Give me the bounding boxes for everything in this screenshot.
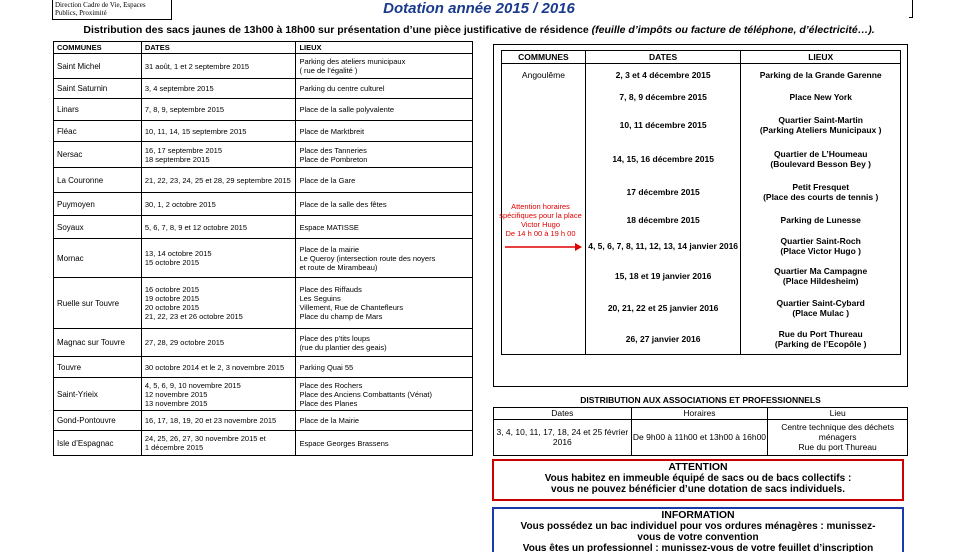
dates-cell: 16 octobre 2015 19 octobre 2015 20 octobre 2015 21, 22, 23 et 26 octobre 2015: [141, 278, 296, 329]
commune-cell: Fléac: [54, 121, 142, 142]
dates-cell: 7, 8, 9 décembre 2015: [585, 86, 741, 108]
table-row: [502, 142, 901, 176]
dates-cell: 4, 5, 6, 7, 8, 11, 12, 13, 14 janvier 2016: [585, 231, 741, 262]
header-box-corner: [909, 0, 913, 18]
col-header-lieux: LIEUX: [741, 51, 901, 64]
dates-cell: 16, 17 septembre 2015 18 septembre 2015: [141, 142, 296, 168]
dates-cell: 5, 6, 7, 8, 9 et 12 octobre 2015: [141, 216, 296, 239]
attention-title: ATTENTION: [668, 461, 728, 473]
dates-cell: 16, 17, 18, 19, 20 et 23 novembre 2015: [141, 411, 296, 431]
dates-cell: 30, 1, 2 octobre 2015: [141, 193, 296, 216]
dates-cell: 30 octobre 2014 et le 2, 3 novembre 2015: [141, 357, 296, 378]
dates-cell: 21, 22, 23, 24, 25 et 28, 29 septembre 2015: [141, 168, 296, 193]
lieux-cell: Rue du Port Thureau (Parking de l’Ecopôle ): [741, 325, 901, 355]
commune-cell: La Couronne: [54, 168, 142, 193]
lieux-cell: Parking de Lunesse: [741, 209, 901, 231]
lieux-cell: Quartier Saint-Cybard (Place Mulac ): [741, 291, 901, 325]
commune-cell: Gond-Pontouvre: [54, 411, 142, 431]
table-row: [54, 193, 473, 216]
table-row: [54, 378, 473, 411]
attention-box: [492, 459, 904, 501]
assoc-dates: 3, 4, 10, 11, 17, 18, 24 et 25 février 2016: [494, 419, 632, 455]
table-row: [54, 168, 473, 193]
table-row: [54, 329, 473, 357]
lieux-cell: Place de Marktbreit: [296, 121, 473, 142]
table-row: [54, 357, 473, 378]
commune-cell: Puymoyen: [54, 193, 142, 216]
dates-cell: 14, 15, 16 décembre 2015: [585, 142, 741, 176]
lieux-cell: Place de la salle polyvalente: [296, 99, 473, 121]
table-row: [54, 121, 473, 142]
table-row: [54, 411, 473, 431]
attention-text: Vous habitez en immeuble équipé de sacs ou de bacs collectifs : vous ne pouvez bénéficier d’une dotation de sacs individuels.: [544, 473, 852, 495]
lieux-cell: Quartier Ma Campagne (Place Hildesheim): [741, 262, 901, 291]
information-title: INFORMATION: [661, 509, 735, 521]
col-header-dates: DATES: [585, 51, 741, 64]
table-row: [502, 86, 901, 108]
dates-cell: 18 décembre 2015: [585, 209, 741, 231]
commune-cell: [502, 325, 586, 355]
table-row: [502, 262, 901, 291]
lieux-cell: Place de la mairie Le Queroy (intersection route des noyers et route de Mirambeau): [296, 239, 473, 278]
dates-cell: 20, 21, 22 et 25 janvier 2016: [585, 291, 741, 325]
table-row: [502, 291, 901, 325]
table-row: [54, 216, 473, 239]
associations-table: [493, 394, 908, 456]
arrow-right-icon: [505, 243, 582, 251]
assoc-header-lieu: Lieu: [768, 407, 908, 419]
lieux-cell: Place de la Gare: [296, 168, 473, 193]
page-subtitle: [0, 24, 958, 36]
lieux-cell: Parking du centre culturel: [296, 79, 473, 99]
victor-hugo-hours-note: Attention horaires spécifiques pour la place Victor Hugo De 14 h 00 à 19 h 00: [499, 202, 582, 238]
lieux-cell: Place des Rochers Place des Anciens Combattants (Vénat) Place des Planes: [296, 378, 473, 411]
communes-schedule-table: [53, 41, 473, 456]
commune-cell: Linars: [54, 99, 142, 121]
dates-cell: 17 décembre 2015: [585, 176, 741, 209]
dates-cell: 15, 18 et 19 janvier 2016: [585, 262, 741, 291]
table-row: [502, 325, 901, 355]
table-row: [502, 64, 901, 86]
lieux-cell: Parking des ateliers municipaux ( rue de l’égalité ): [296, 54, 473, 79]
commune-cell: Soyaux: [54, 216, 142, 239]
commune-cell: Mornac: [54, 239, 142, 278]
table-row: [54, 239, 473, 278]
dates-cell: 10, 11, 14, 15 septembre 2015: [141, 121, 296, 142]
lieux-cell: Place New York: [741, 86, 901, 108]
commune-cell: Touvre: [54, 357, 142, 378]
dates-cell: 4, 5, 6, 9, 10 novembre 2015 12 novembre 2015 13 novembre 2015: [141, 378, 296, 411]
lieux-cell: Place des p’tits loups (rue du plantier des geais): [296, 329, 473, 357]
table-row: [54, 54, 473, 79]
commune-cell: [502, 108, 586, 142]
information-text: Vous possédez un bac individuel pour vos ordures ménagères : munissez- vous de votre convention Vous êtes un professionnel : munissez-vous de votre feuillet d’inscription: [520, 521, 876, 552]
lieux-cell: Espace MATISSE: [296, 216, 473, 239]
lieux-cell: Quartier Saint-Roch (Place Victor Hugo ): [741, 231, 901, 262]
commune-cell: [502, 142, 586, 176]
col-header-dates: DATES: [141, 42, 296, 54]
lieux-cell: Espace Georges Brassens: [296, 431, 473, 456]
assoc-lieu: Centre technique des déchets ménagers Rue du port Thureau: [768, 419, 908, 455]
commune-cell: Isle d’Espagnac: [54, 431, 142, 456]
commune-cell: Saint Saturnin: [54, 79, 142, 99]
table-row: [54, 99, 473, 121]
assoc-header-horaires: Horaires: [631, 407, 768, 419]
table-row: [502, 108, 901, 142]
assoc-header-dates: Dates: [494, 407, 632, 419]
lieux-cell: Place de la Mairie: [296, 411, 473, 431]
lieux-cell: Place des Riffauds Les Seguins Villement, Rue de Chantefleurs Place du champ de Mars: [296, 278, 473, 329]
lieux-cell: Quartier de L’Houmeau (Boulevard Besson Bey ): [741, 142, 901, 176]
dates-cell: 2, 3 et 4 décembre 2015: [585, 64, 741, 86]
col-header-communes: COMMUNES: [502, 51, 586, 64]
dates-cell: 31 août, 1 et 2 septembre 2015: [141, 54, 296, 79]
lieux-cell: Parking de la Grande Garenne: [741, 64, 901, 86]
commune-cell: Saint-Yrieix: [54, 378, 142, 411]
col-header-lieux: LIEUX: [296, 42, 473, 54]
commune-cell: [502, 291, 586, 325]
associations-title: DISTRIBUTION AUX ASSOCIATIONS ET PROFESSIONNELS: [494, 394, 908, 407]
dates-cell: 26, 27 janvier 2016: [585, 325, 741, 355]
assoc-horaires: De 9h00 à 11h00 et 13h00 à 16h00: [631, 419, 768, 455]
commune-cell: Magnac sur Touvre: [54, 329, 142, 357]
dates-cell: 24, 25, 26, 27, 30 novembre 2015 et 1 décembre 2015: [141, 431, 296, 456]
table-row: [54, 142, 473, 168]
commune-cell: [502, 86, 586, 108]
lieux-cell: Place des Tanneries Place de Pombreton: [296, 142, 473, 168]
lieux-cell: Petit Fresquet (Place des courts de tennis ): [741, 176, 901, 209]
dates-cell: 7, 8, 9, septembre 2015: [141, 99, 296, 121]
table-row: [54, 79, 473, 99]
commune-cell: Angoulême: [502, 64, 586, 86]
lieux-cell: Parking Quai 55: [296, 357, 473, 378]
subtitle-italic: (feuille d’impôts ou facture de téléphone, d’électricité…).: [591, 24, 875, 36]
information-box: [492, 507, 904, 552]
org-line-1: Direction Cadre de Vie, Espaces: [55, 1, 146, 9]
org-line-2: Publics, Proximité: [55, 9, 107, 17]
dates-cell: 13, 14 octobre 2015 15 octobre 2015: [141, 239, 296, 278]
dates-cell: 10, 11 décembre 2015: [585, 108, 741, 142]
commune-cell: Nersac: [54, 142, 142, 168]
lieux-cell: Quartier Saint-Martin (Parking Ateliers Municipaux ): [741, 108, 901, 142]
col-header-communes: COMMUNES: [54, 42, 142, 54]
commune-cell: Saint Michel: [54, 54, 142, 79]
subtitle-main: Distribution des sacs jaunes de 13h00 à 18h00 sur présentation d’une pièce justificative de résidence: [83, 24, 589, 36]
lieux-cell: Place de la salle des fêtes: [296, 193, 473, 216]
page-title: Dotation année 2015 / 2016: [383, 0, 575, 17]
table-row: [54, 278, 473, 329]
commune-cell: [502, 262, 586, 291]
dates-cell: 3, 4 septembre 2015: [141, 79, 296, 99]
commune-cell: Ruelle sur Touvre: [54, 278, 142, 329]
table-row: [54, 431, 473, 456]
dates-cell: 27, 28, 29 octobre 2015: [141, 329, 296, 357]
